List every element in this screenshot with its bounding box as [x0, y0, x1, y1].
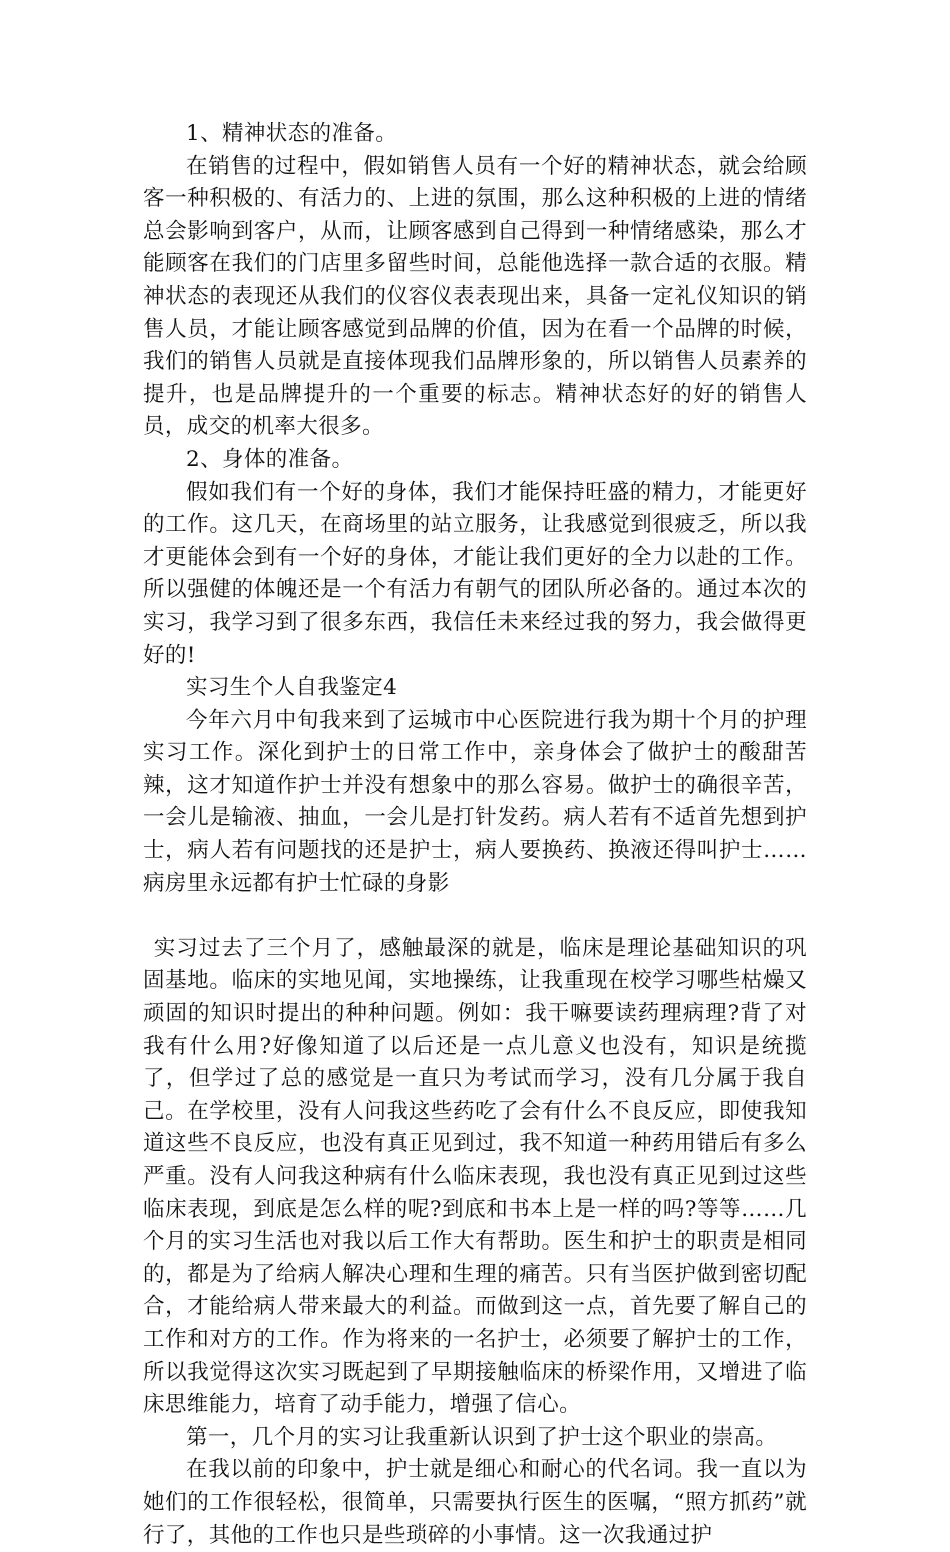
section-title-self-evaluation-4: 实习生个人自我鉴定4 [186, 675, 398, 701]
paragraph-internship-intro: 今年六月中旬我来到了运城市中心医院进行我为期十个月的护理实习工作。深化到护士的日常工作中，亲身体会了做护士的酸甜苦辣，这才知道作护士并没有想象中的那么容易。做护士的确很辛苦，一会儿是输液、抽血，一会儿是打针发药。病人若有不适首先想到护士，病人若有问题找的还是护士，病人要换药、换液还得叫护士……病房里永远都有护士忙碌的身影 [143, 707, 807, 896]
paragraph-mental-state: 在销售的过程中，假如销售人员有一个好的精神状态，就会给顾客一种积极的、有活力的、上进的氛围，那么这种积极的上进的情绪总会影响到客户，从而，让顾客感到自己得到一种情绪感染，那么才能顾客在我们的门店里多留些时间，总能他选择一款合适的衣服。精神状态的表现还从我们的仪容仪表表现出来，具备一定礼仪知识的销售人员，才能让顾客感觉到品牌的价值，因为在看一个品牌的时候，我们的销售人员就是直接体现我们品牌形象的，所以销售人员素养的提升，也是品牌提升的一个重要的标志。精神状态好的好的销售人员，成交的机率大很多。 [143, 153, 807, 440]
paragraph-first-point: 第一，几个月的实习让我重新认识到了护士这个职业的崇高。 [186, 1424, 778, 1450]
paragraph-physical: 假如我们有一个好的身体，我们才能保持旺盛的精力，才能更好的工作。这几天，在商场里的站立服务，让我感觉到很疲乏，所以我才更能体会到有一个好的身体，才能让我们更好的全力以赴的工作。所以强健的体魄还是一个有活力有朝气的团队所必备的。通过本次的实习，我学习到了很多东西，我信任未来经过我的努力，我会做得更好的! [143, 479, 807, 668]
paragraph-three-months: 实习过去了三个月了，感触最深的就是，临床是理论基础知识的巩固基地。临床的实地见闻，实地操练，让我重现在校学习哪些枯燥又顽固的知识时提出的种种问题。例如：我干嘛要读药理病理?背了对我有什么用?好像知道了以后还是一点儿意义也没有，知识是统揽了，但学过了总的感觉是一直只为考试而学习，没有几分属于我自己。在学校里，没有人问我这些药吃了会有什么不良反应，即使我知道这些不良反应，也没有真正见到过，我不知道一种药用错后有多么严重。没有人问我这种病有什么临床表现，我也没有真正见到过这些临床表现，到底是怎么样的呢?到底和书本上是一样的吗?等等……几个月的实习生活也对我以后工作大有帮助。医生和护士的职责是相同的，都是为了给病人解决心理和生理的痛苦。只有当医护做到密切配合，才能给病人带来最大的利益。而做到这一点，首先要了解自己的工作和对方的工作。作为将来的一名护士，必须要了解护士的工作，所以我觉得这次实习既起到了早期接触临床的桥梁作用，又增进了临床思维能力，培育了动手能力，增强了信心。 [143, 935, 807, 1418]
blank-line [143, 900, 807, 933]
section-heading-physical: 2、身体的准备。 [186, 446, 354, 472]
paragraph-impression: 在我以前的印象中，护士就是细心和耐心的代名词。我一直以为她们的工作很轻松，很简单，只需要执行医生的医嘱，“照方抓药”就行了，其他的工作也只是些琐碎的小事情。这一次我通过护 [143, 1457, 807, 1548]
section-heading-mental-state: 1、精神状态的准备。 [186, 121, 398, 146]
document-body [143, 118, 807, 1552]
